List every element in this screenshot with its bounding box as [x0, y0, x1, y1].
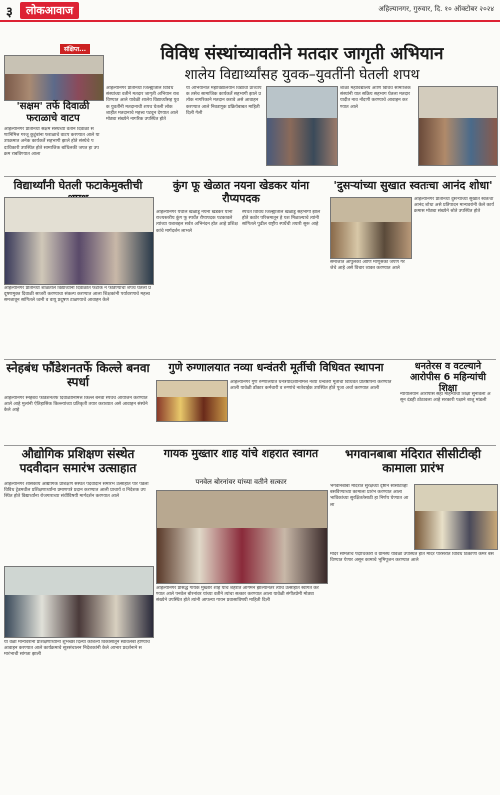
- sensitive-author-headline: 'दुसऱ्यांच्या सुखात स्वतःचा आनंद शोधा': [333, 179, 493, 192]
- temple-headline: भगवानबाबा मंदिरात सीसीटीव्ही कामाला प्रारंभ: [345, 447, 481, 475]
- dhanvantari-photo: [156, 380, 228, 422]
- masthead: [0, 0, 500, 22]
- lead-body-col2: या अभियानात महाविद्यालयीन विद्यार्थी प्राध्यापक तसेच सामाजिक कार्यकर्ते सहभागी झाले प्रत्येक नागरिकाने मतदान करावे असे आवाहन करण्यात आले निवडणूक प्रक्रियेबाबत माहिती दिली गेली: [186, 86, 262, 116]
- students-oath-photo: [4, 197, 154, 285]
- lead-body-col1: अहिल्यानगर प्रतिनिधी जिल्ह्यातील विविध संस्थांच्या वतीने मतदार जागृती अभियान राबविण्यात आले यावेळी शालेय विद्यार्थ्यांसह युवक युवतींनी मतदानाची शपथ घेतली लोकशाहीत मतदानाचे महत्त्व पटवून देण्यात आले मोठ्या संख्येने नागरिक उपस्थित होते: [106, 86, 179, 123]
- sensitive-author-body-2: समाजात आपुलकी आणि माणुसकी जपणे गरजेचे आहे असे विचार व्यक्त करण्यात आले: [330, 260, 405, 272]
- singer-welcome-subhead: पनवेल बोरनांवर यांच्या वतीने सत्कार: [195, 478, 287, 486]
- divider: [4, 359, 496, 360]
- sensitive-author-photo: [330, 197, 412, 259]
- dhanvantari-headline: गुणे रुग्णालयात नव्या धन्वंतरी मूर्तीची विधिवत स्थापना: [168, 361, 384, 374]
- dhanteras-body: न्यायालयाने आरोपीस सहा महिन्यांची शिक्षा सुनावली असून दंडही ठोठावला आहे सरकारी पक्षाने बाजू मांडली: [400, 392, 491, 404]
- dhanteras-headline: धनतेरस व वटल्याने आरोपीस 6 महिन्यांची शिक्षा: [409, 361, 486, 394]
- kumbh-khelo-headline: कुंग फू खेळात नयना खेडकर यांना रौप्यपदक: [172, 179, 310, 205]
- iti-headline: औद्योगिक प्रशिक्षण संस्थेत पदवीदान समारंभ उत्साहात: [19, 447, 137, 475]
- singer-welcome-headline: गायक मुख्तार शाह यांचे शहरात स्वागत: [163, 447, 319, 460]
- divider: [4, 176, 496, 177]
- sidebar-tag: संक्षिप्त...: [60, 44, 90, 54]
- students-oath-body: अहिल्यानगर प्रतिनिधी शाळेतील विद्यार्थ्यांनी दिवाळीत फटाके न फोडण्याची शपथ घेतली प्रदूषणमुक्त दिवाळी साजरी करण्याचा संकल्प करण्यात आला शिक्षकांनी पर्यावरणाचे महत्त्व समजावून सांगितले ध्वनी व वायू प्रदूषण टाळण्याचे आवाहन केले: [4, 286, 151, 304]
- lead-headline: विविध संस्थांच्यावतीने मतदार जागृती अभियान: [160, 44, 444, 64]
- temple-photo: [414, 484, 498, 550]
- dateline: अहिल्यानगर, गुरुवार, दि. १० ऑक्टोबर २०२४: [378, 5, 494, 13]
- students-oath-headline: विद्यार्थ्यांनी घेतली फटाकेमुक्तीची: [13, 179, 143, 192]
- newspaper-logo: लोकआवाज: [20, 2, 79, 19]
- kumbh-khelo-body-2: स्पर्धेत विविध जिल्ह्यांतील खेळाडू सहभागी झाले होते कठोर परिश्रमातून हे यश मिळाल्याचे त्यांनी सांगितले पुढील राष्ट्रीय स्पर्धेची तयारी सुरू आहे: [242, 210, 321, 228]
- temple-body-2: मंदिर समितीचे पदाधिकारी व ग्रामस्थ यावेळी उपस्थित होते मंदिर परिसरात विविध ठिकाणी कॅमेरे बसविण्यात येणार असून कामाचे भूमिपूजन करण्यात आले: [330, 552, 494, 564]
- kumbh-khelo-body-1: अहिल्यानगर येथील खेळाडू नयना खेडकर यांनी राज्यस्तरीय कुंग फू स्पर्धेत रौप्यपदक पटकावले त्यांच्या यशाबद्दल सर्वत्र अभिनंदन होत आहे प्रशिक्षकांचे मार्गदर्शन लाभले: [156, 210, 238, 234]
- fort-competition-body: अहिल्यानगर स्नेहबंध फौंडेशनतर्फे दिवाळीनिमित्त किल्ले बनवा स्पर्धेचे आयोजन करण्यात आले आहे मुलांनी ऐतिहासिक किल्ल्यांच्या प्रतिकृती तयार कराव्यात असे आवाहन संस्थेने केले आहे: [4, 396, 148, 414]
- fort-competition-headline: स्नेहबंध फौंडेशनतर्फे किल्ले बनवा स्पर्धा: [6, 361, 150, 389]
- sidebar-photo: [4, 55, 104, 101]
- iti-body-2: या वेळी मान्यवरांनी प्रशिक्षणार्थ्यांना शुभेच्छा दिल्या कौशल्य विकासातून स्वावलंबी होण्याचे आवाहन करण्यात आले कार्यक्रमाचे सूत्रसंचालन निदेशकांनी केले आभार प्रदर्शनाने समारंभाची सांगता झाली: [4, 640, 150, 658]
- sidebar-body: अहिल्यानगर प्रतिनिधी सक्षम संस्थेच्या वतीने दिवाळी सणानिमित्त गरजू कुटुंबांना फराळाचे वाटप करण्यात आले या उपक्रमात अनेक कार्यकर्ते सहभागी झाले होते संस्थेचे पदाधिकारी उपस्थित होते सामाजिक बांधिलकी जपत हा उपक्रम राबविण्यात आला: [4, 127, 100, 157]
- lead-subhead: शालेय विद्यार्थ्यांसह युवक–युवतींनी घेतली शपथ: [184, 67, 420, 83]
- lead-photo-1: [266, 86, 338, 166]
- page-number: ३: [6, 5, 13, 20]
- iti-body: अहिल्यानगर शासकीय औद्योगिक प्रशिक्षण संस्थेत पदवीदान समारंभ उत्साहात पार पडला विविध ट्रेडमधील प्रशिक्षणार्थ्यांना प्रमाणपत्रे प्रदान करण्यात आली प्राचार्य व निदेशक उपस्थित होते विद्यार्थ्यांना रोजगाराच्या संधींविषयी मार्गदर्शन करण्यात आले: [4, 482, 149, 500]
- lead-photo-2: [418, 86, 498, 166]
- singer-welcome-body: अहिल्यानगर प्रसिद्ध गायक मुख्तार शाह यांचे शहरात आगमन झाल्यानंतर त्यांचे उत्साहात स्वागत करण्यात आले पनवेल बोरनांवर यांच्या वतीने त्यांचा सत्कार करण्यात आला यावेळी संगीतप्रेमी मोठ्या संख्येने उपस्थित होते त्यांनी आपल्या गायन प्रवासाविषयी माहिती दिली: [156, 586, 319, 604]
- sidebar-headline: 'सक्षम' तर्फे दिवाळी फराळाचे वाटप: [16, 101, 90, 124]
- singer-welcome-photo: [156, 490, 328, 584]
- dhanvantari-body: अहिल्यानगर गुणे रुग्णालयात धनत्रयोदशीनिमित्त नव्या धन्वंतरी मूर्तीची विधिवत प्रतिष्ठापना करण्यात आली यावेळी डॉक्टर कर्मचारी व रुग्णांचे नातेवाईक उपस्थित होते पूजा अर्चा करण्यात आली: [230, 380, 392, 392]
- lead-body-col3: शाळा महाविद्यालये आणि विविध सामाजिक संस्थांनी यात सक्रिय सहभाग घेतला मतदार यादीत नाव नोंदणी करण्याचे आवाहन करण्यात आले: [340, 86, 411, 110]
- sensitive-author-body-1: अहिल्यानगर प्रतिनिधी दुसऱ्यांच्या सुखात स्वतःचा आनंद शोधा असे प्रतिपादन मान्यवरांनी केले कार्यक्रमास मोठ्या संख्येने श्रोते उपस्थित होते: [414, 197, 494, 215]
- iti-photo: [4, 566, 154, 638]
- temple-body-1: भगवानबाबा मंदिरात सुरक्षेच्या दृष्टीने सीसीटीव्ही बसविण्याच्या कामाला प्रारंभ करण्यात आला भाविकांच्या सुरक्षिततेसाठी हा निर्णय घेण्यात आला: [330, 484, 409, 508]
- divider: [4, 445, 496, 446]
